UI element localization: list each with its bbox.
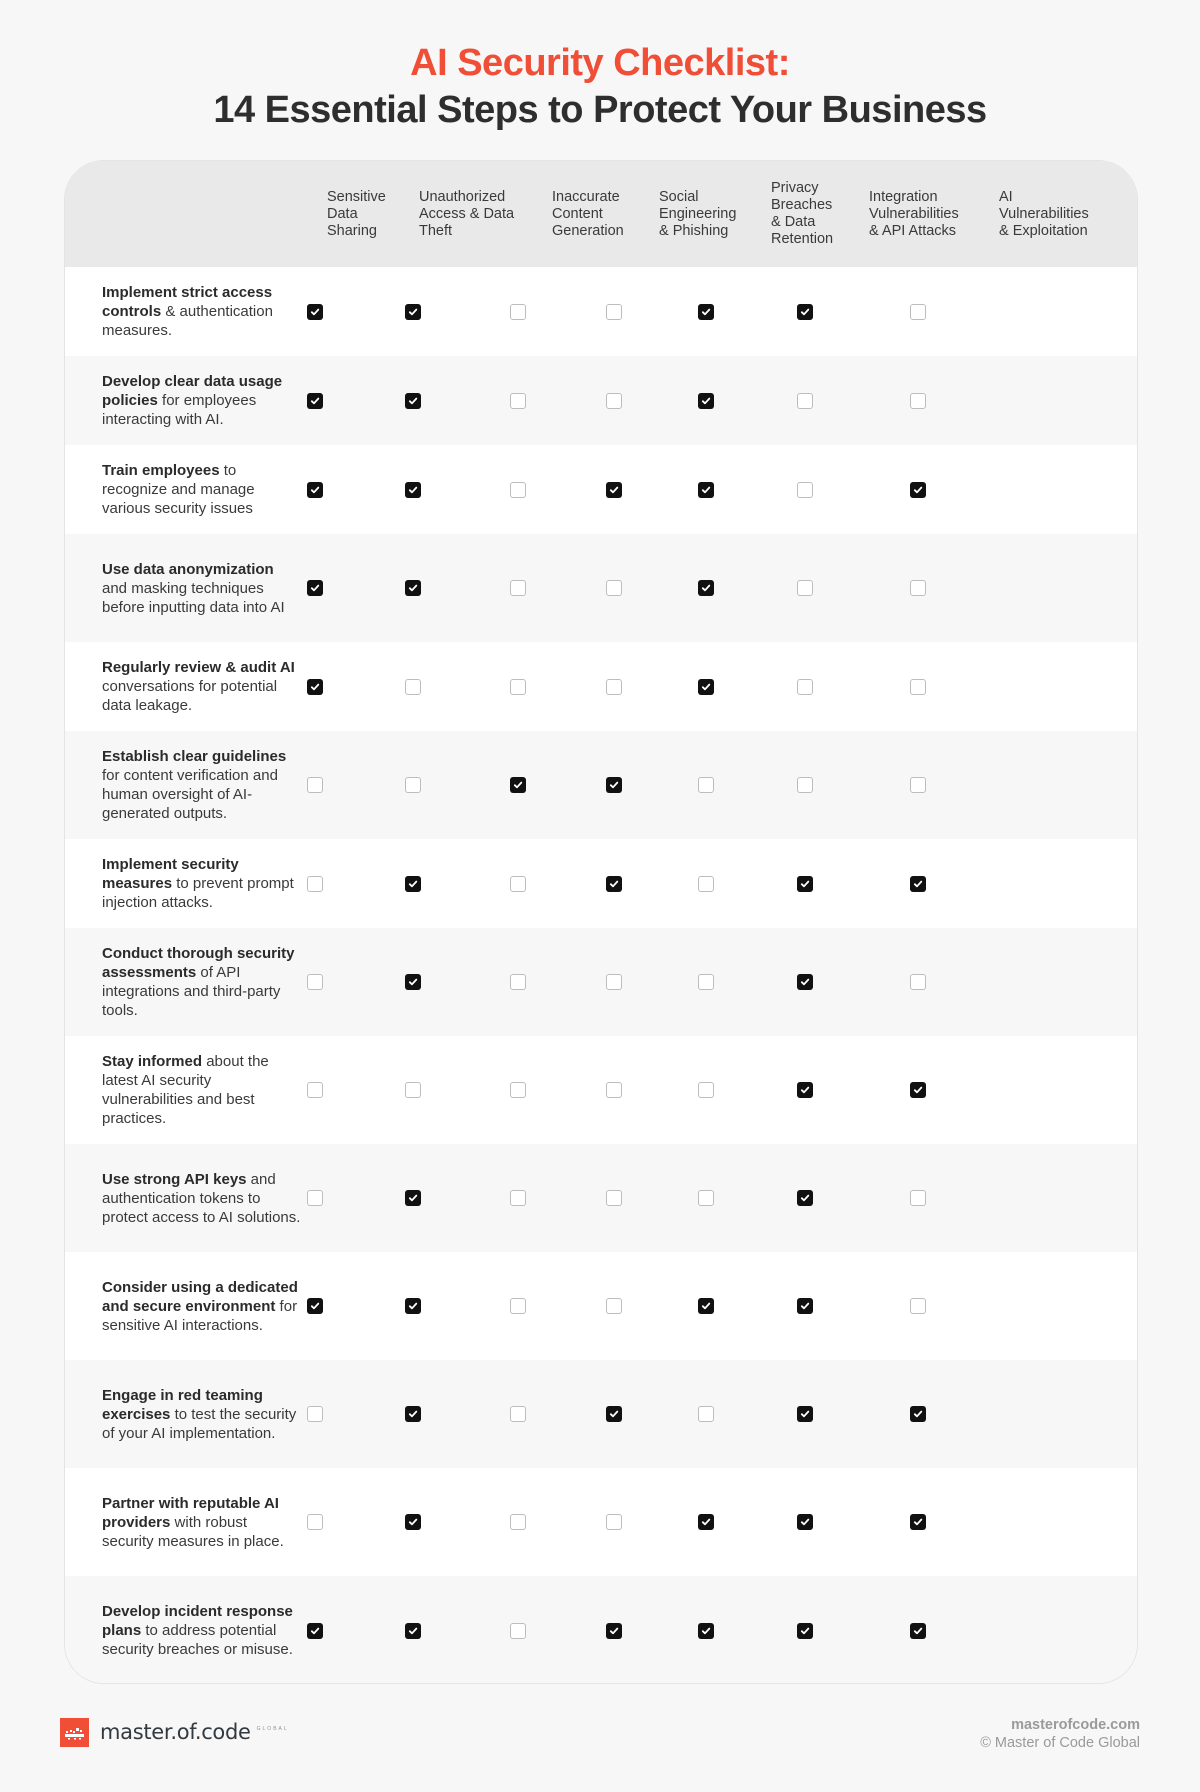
check-icon	[701, 307, 711, 317]
checkbox-unchecked[interactable]	[510, 482, 526, 498]
checkbox-unchecked[interactable]	[797, 679, 813, 695]
step-title: Establish clear guidelines	[102, 748, 287, 765]
check-icon	[609, 1626, 619, 1636]
check-icon	[800, 977, 810, 987]
checkbox-unchecked[interactable]	[698, 876, 714, 892]
step-description	[102, 1602, 302, 1659]
step-description	[102, 1386, 302, 1443]
check-icon	[310, 583, 320, 593]
checkbox-unchecked[interactable]	[405, 777, 421, 793]
step-detail: & authentication measures.	[102, 303, 273, 339]
checkbox-checked[interactable]	[797, 1406, 813, 1422]
checkbox-checked[interactable]	[405, 1406, 421, 1422]
check-icon	[701, 396, 711, 406]
checkbox-checked[interactable]	[606, 876, 622, 892]
step-title: Partner with reputable AI providers	[102, 1495, 279, 1531]
logo-subtext: GLOBAL	[256, 1726, 289, 1732]
checkbox-unchecked[interactable]	[510, 974, 526, 990]
step-title: Conduct thorough security assessments	[102, 945, 295, 981]
checkbox-unchecked[interactable]	[797, 482, 813, 498]
checkbox-unchecked[interactable]	[910, 777, 926, 793]
checkbox-checked[interactable]	[910, 1406, 926, 1422]
checkbox-checked[interactable]	[698, 580, 714, 596]
checkbox-checked[interactable]	[910, 1514, 926, 1530]
checkbox-checked[interactable]	[606, 777, 622, 793]
checkbox-unchecked[interactable]	[510, 1298, 526, 1314]
checkbox-unchecked[interactable]	[510, 1190, 526, 1206]
table-row	[65, 731, 1137, 839]
checkbox-checked[interactable]	[797, 304, 813, 320]
table-row	[65, 1252, 1137, 1360]
step-title: Consider using a dedicated and secure environment	[102, 1279, 298, 1315]
step-detail: to recognize and manage various security issues	[102, 462, 255, 517]
checkbox-checked[interactable]	[510, 777, 526, 793]
check-icon	[800, 1193, 810, 1203]
step-detail: to prevent prompt injection attacks.	[102, 875, 294, 911]
checkbox-checked[interactable]	[307, 482, 323, 498]
check-icon	[701, 1301, 711, 1311]
check-icon	[310, 1301, 320, 1311]
checkbox-unchecked[interactable]	[606, 974, 622, 990]
checkbox-checked[interactable]	[307, 1298, 323, 1314]
checkbox-unchecked[interactable]	[510, 304, 526, 320]
column-header: Privacy Breaches & Data Retention	[771, 180, 834, 247]
check-icon	[701, 1626, 711, 1636]
table-row	[65, 356, 1137, 445]
checkbox-unchecked[interactable]	[910, 679, 926, 695]
step-detail: to test the security of your AI implementation.	[102, 1406, 297, 1442]
check-icon	[701, 682, 711, 692]
checkbox-checked[interactable]	[797, 1514, 813, 1530]
checklist-table	[64, 160, 1138, 1684]
checkbox-unchecked[interactable]	[698, 1406, 714, 1422]
table-row	[65, 1036, 1137, 1144]
checkbox-unchecked[interactable]	[797, 393, 813, 409]
check-icon	[408, 879, 418, 889]
step-description	[102, 283, 302, 340]
column-header: Integration Vulnerabilities & API Attacks	[869, 189, 959, 239]
table-row	[65, 1468, 1137, 1576]
checkbox-checked[interactable]	[797, 876, 813, 892]
step-description	[102, 560, 302, 617]
checkbox-unchecked[interactable]	[606, 1514, 622, 1530]
checkbox-unchecked[interactable]	[910, 1298, 926, 1314]
checkbox-checked[interactable]	[910, 876, 926, 892]
checkbox-unchecked[interactable]	[510, 1623, 526, 1639]
step-title: Use data anonymization	[102, 561, 274, 578]
table-row	[65, 534, 1137, 642]
checkbox-unchecked[interactable]	[510, 580, 526, 596]
checkbox-checked[interactable]	[307, 580, 323, 596]
step-title: Engage in red teaming exercises	[102, 1387, 263, 1423]
check-icon	[408, 977, 418, 987]
step-title: Train employees	[102, 462, 220, 479]
check-icon	[609, 780, 619, 790]
checkbox-unchecked[interactable]	[510, 1082, 526, 1098]
check-icon	[800, 1085, 810, 1095]
step-description	[102, 747, 302, 823]
brand-logo	[60, 1717, 289, 1747]
checkbox-checked[interactable]	[698, 304, 714, 320]
checkbox-checked[interactable]	[797, 1623, 813, 1639]
page-title	[0, 40, 1200, 134]
checkbox-unchecked[interactable]	[510, 1514, 526, 1530]
title-line-2: 14 Essential Steps to Protect Your Business	[213, 89, 987, 131]
checkbox-unchecked[interactable]	[606, 1190, 622, 1206]
step-detail: to address potential security breaches or misuse.	[102, 1622, 293, 1658]
check-icon	[800, 1517, 810, 1527]
check-icon	[701, 485, 711, 495]
checkbox-checked[interactable]	[910, 1082, 926, 1098]
checkbox-unchecked[interactable]	[910, 393, 926, 409]
step-detail: and authentication tokens to protect access to AI solutions.	[102, 1171, 301, 1226]
logo-mark-icon	[60, 1718, 89, 1747]
checkbox-checked[interactable]	[698, 1623, 714, 1639]
checkbox-checked[interactable]	[797, 974, 813, 990]
table-row	[65, 642, 1137, 731]
check-icon	[408, 583, 418, 593]
column-header: AI Vulnerabilities & Exploitation	[999, 189, 1089, 239]
step-detail: about the latest AI security vulnerabilities and best practices.	[102, 1053, 269, 1127]
step-description	[102, 855, 302, 912]
check-icon	[408, 1409, 418, 1419]
footer-credits	[980, 1716, 1140, 1752]
check-icon	[310, 485, 320, 495]
checkbox-checked[interactable]	[797, 1298, 813, 1314]
check-icon	[310, 307, 320, 317]
checkbox-unchecked[interactable]	[510, 679, 526, 695]
table-row	[65, 928, 1137, 1036]
checkbox-unchecked[interactable]	[405, 679, 421, 695]
step-description	[102, 1278, 302, 1335]
checkbox-unchecked[interactable]	[910, 580, 926, 596]
check-icon	[913, 1517, 923, 1527]
checkbox-checked[interactable]	[698, 1298, 714, 1314]
check-icon	[408, 396, 418, 406]
checkbox-unchecked[interactable]	[698, 1082, 714, 1098]
table-row	[65, 1576, 1137, 1684]
checkbox-unchecked[interactable]	[510, 393, 526, 409]
checkbox-checked[interactable]	[405, 1514, 421, 1530]
column-header: Inaccurate Content Generation	[552, 189, 624, 239]
checkbox-checked[interactable]	[405, 304, 421, 320]
checkbox-checked[interactable]	[405, 393, 421, 409]
check-icon	[800, 879, 810, 889]
step-detail: for employees interacting with AI.	[102, 392, 257, 428]
step-title: Regularly review & audit AI	[102, 659, 295, 676]
checkbox-checked[interactable]	[405, 580, 421, 596]
checkbox-checked[interactable]	[307, 679, 323, 695]
checkbox-unchecked[interactable]	[307, 1514, 323, 1530]
check-icon	[800, 1409, 810, 1419]
logo-text: master.of.code	[100, 1720, 251, 1744]
table-row	[65, 267, 1137, 356]
website-link[interactable]: masterofcode.com	[1011, 1717, 1140, 1733]
checkbox-unchecked[interactable]	[405, 1082, 421, 1098]
step-title: Develop clear data usage policies	[102, 373, 283, 409]
step-description	[102, 461, 302, 518]
checkbox-checked[interactable]	[698, 393, 714, 409]
check-icon	[513, 780, 523, 790]
checkbox-unchecked[interactable]	[307, 1406, 323, 1422]
table-row	[65, 1360, 1137, 1468]
check-icon	[310, 1626, 320, 1636]
checkbox-unchecked[interactable]	[698, 974, 714, 990]
column-header: Sensitive Data Sharing	[327, 189, 386, 239]
check-icon	[609, 879, 619, 889]
checkbox-checked[interactable]	[307, 393, 323, 409]
checkbox-checked[interactable]	[698, 679, 714, 695]
checkbox-unchecked[interactable]	[910, 304, 926, 320]
table-header	[65, 161, 1137, 267]
check-icon	[408, 1626, 418, 1636]
check-icon	[408, 1301, 418, 1311]
checkbox-unchecked[interactable]	[510, 876, 526, 892]
checkbox-unchecked[interactable]	[910, 1190, 926, 1206]
checkbox-unchecked[interactable]	[606, 580, 622, 596]
checkbox-checked[interactable]	[405, 1190, 421, 1206]
check-icon	[310, 396, 320, 406]
checkbox-unchecked[interactable]	[307, 876, 323, 892]
check-icon	[609, 485, 619, 495]
check-icon	[310, 682, 320, 692]
table-row	[65, 1144, 1137, 1252]
check-icon	[913, 1626, 923, 1636]
step-title: Stay informed	[102, 1053, 203, 1070]
checkbox-unchecked[interactable]	[797, 777, 813, 793]
checkbox-checked[interactable]	[910, 482, 926, 498]
step-detail: with robust security measures in place.	[102, 1514, 284, 1550]
column-header: Unauthorized Access & Data Theft	[419, 189, 515, 239]
checkbox-checked[interactable]	[698, 1514, 714, 1530]
checkbox-unchecked[interactable]	[606, 393, 622, 409]
step-title: Implement strict access controls	[102, 284, 273, 320]
check-icon	[701, 583, 711, 593]
check-icon	[800, 307, 810, 317]
column-header: Social Engineering & Phishing	[659, 189, 737, 239]
checkbox-checked[interactable]	[797, 1082, 813, 1098]
checkbox-unchecked[interactable]	[606, 1298, 622, 1314]
checkbox-unchecked[interactable]	[606, 304, 622, 320]
checkbox-unchecked[interactable]	[307, 1190, 323, 1206]
checkbox-checked[interactable]	[698, 482, 714, 498]
check-icon	[800, 1626, 810, 1636]
checkbox-checked[interactable]	[405, 482, 421, 498]
check-icon	[913, 879, 923, 889]
table-row	[65, 445, 1137, 534]
checkbox-unchecked[interactable]	[698, 1190, 714, 1206]
checkbox-checked[interactable]	[307, 1623, 323, 1639]
check-icon	[408, 1517, 418, 1527]
checkbox-checked[interactable]	[307, 304, 323, 320]
checkbox-unchecked[interactable]	[307, 974, 323, 990]
check-icon	[800, 1301, 810, 1311]
step-description	[102, 1052, 302, 1128]
check-icon	[701, 1517, 711, 1527]
check-icon	[408, 485, 418, 495]
checkbox-unchecked[interactable]	[510, 1406, 526, 1422]
checkbox-checked[interactable]	[606, 482, 622, 498]
step-detail: and masking techniques before inputting data into AI	[102, 580, 285, 616]
step-description	[102, 372, 302, 429]
check-icon	[408, 1193, 418, 1203]
checkbox-unchecked[interactable]	[307, 1082, 323, 1098]
checkbox-checked[interactable]	[797, 1190, 813, 1206]
check-icon	[609, 1409, 619, 1419]
checkbox-checked[interactable]	[405, 876, 421, 892]
checkbox-unchecked[interactable]	[606, 679, 622, 695]
copyright-text: © Master of Code Global	[980, 1735, 1140, 1751]
checkbox-unchecked[interactable]	[606, 1082, 622, 1098]
checkbox-checked[interactable]	[405, 1623, 421, 1639]
check-icon	[913, 1085, 923, 1095]
step-detail: for content verification and human oversight of AI-generated outputs.	[102, 767, 278, 822]
title-line-1: AI Security Checklist:	[410, 42, 790, 84]
table-row	[65, 839, 1137, 928]
step-description	[102, 944, 302, 1020]
checkbox-unchecked[interactable]	[797, 580, 813, 596]
checkbox-checked[interactable]	[405, 1298, 421, 1314]
step-title: Implement security measures	[102, 856, 239, 892]
step-detail: of API integrations and third-party tools.	[102, 964, 281, 1019]
step-detail: conversations for potential data leakage.	[102, 678, 278, 714]
checkbox-unchecked[interactable]	[307, 777, 323, 793]
step-detail: for sensitive AI interactions.	[102, 1298, 298, 1334]
check-icon	[913, 485, 923, 495]
checkbox-checked[interactable]	[405, 974, 421, 990]
step-title: Use strong API keys	[102, 1171, 247, 1188]
checkbox-checked[interactable]	[910, 1623, 926, 1639]
step-description	[102, 1170, 302, 1227]
checkbox-checked[interactable]	[606, 1406, 622, 1422]
check-icon	[913, 1409, 923, 1419]
step-description	[102, 658, 302, 715]
check-icon	[408, 307, 418, 317]
checkbox-checked[interactable]	[606, 1623, 622, 1639]
step-description	[102, 1494, 302, 1551]
checkbox-unchecked[interactable]	[698, 777, 714, 793]
step-title: Develop incident response plans	[102, 1603, 293, 1639]
checkbox-unchecked[interactable]	[910, 974, 926, 990]
